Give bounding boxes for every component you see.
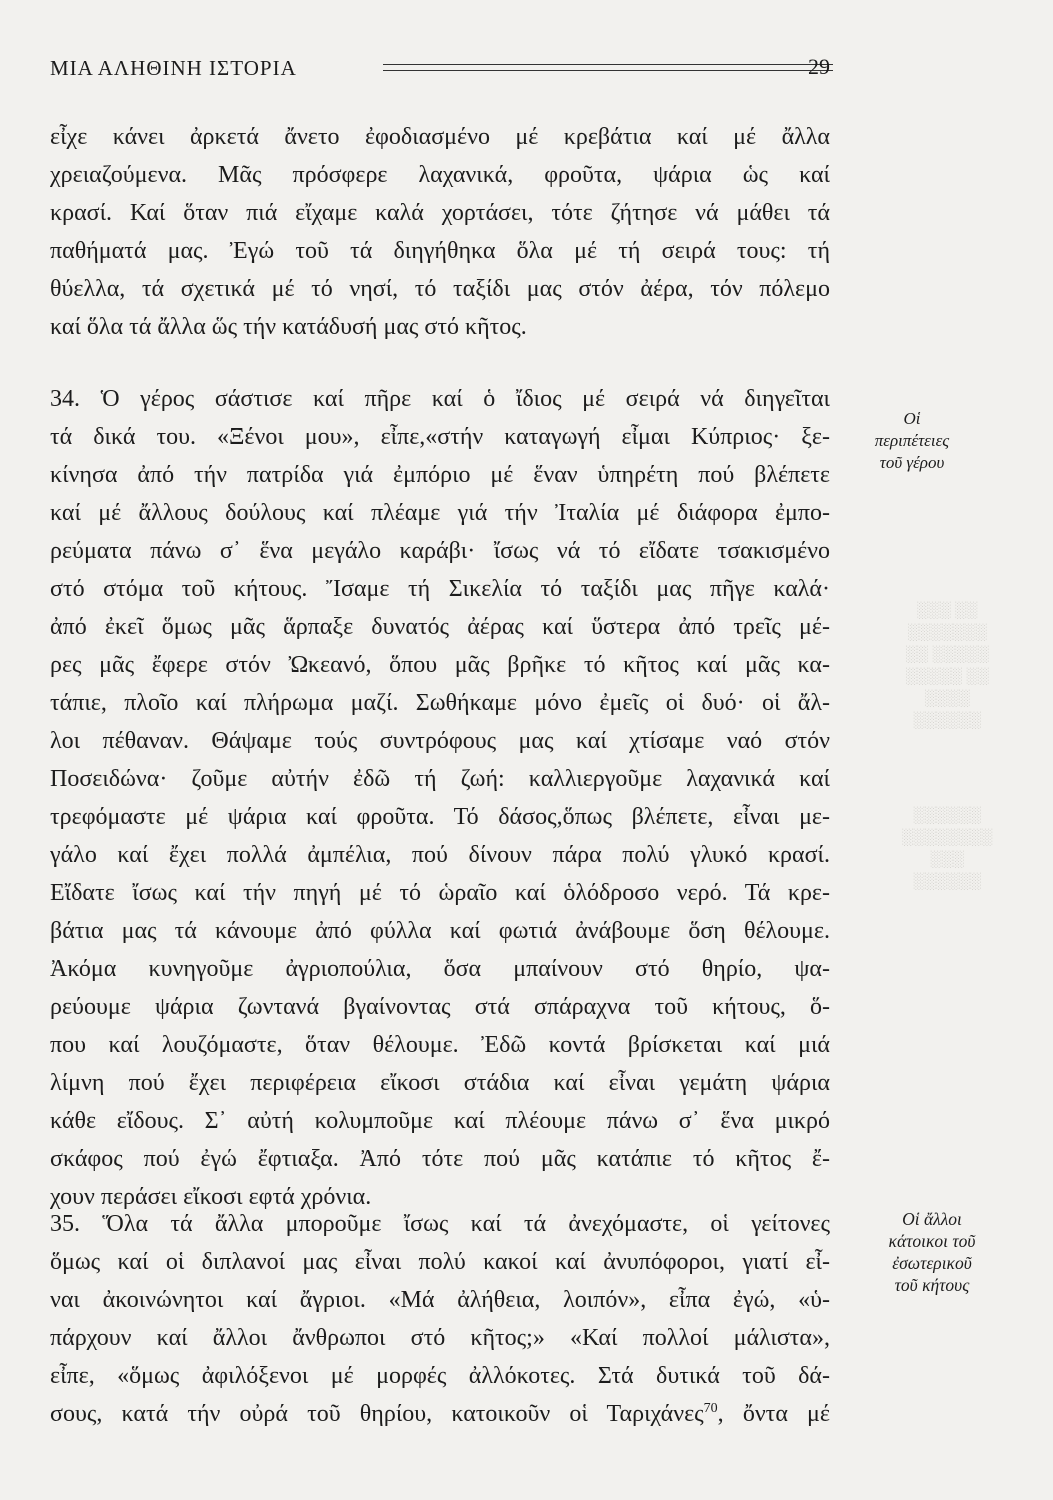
text-line: γάλο καί ἔχει πολλά ἀμπέλια, πού δίνουν πάρα πολύ γλυκό κρασί. bbox=[50, 842, 830, 868]
text-line: λοι πέθαναν. Θάψαμε τούς συντρόφους μας καί χτίσαμε ναό στόν bbox=[50, 728, 830, 754]
text-line: εἶχε κάνει ἀρκετά ἄνετο ἐφοδιασμένο μέ κρεβάτια καί μέ ἄλλα bbox=[50, 124, 830, 150]
text-line: χουν περάσει εἴκοσι εφτά χρόνια. bbox=[50, 1184, 372, 1210]
text-line: που καί λουζόμαστε, ὅταν θέλουμε. Ἐδῶ κοντά βρίσκεται καί μιά bbox=[50, 1032, 830, 1058]
text-line: τρεφόμαστε μέ ψάρια καί φροῦτα. Τό δάσος,ὅπως βλέπετε, εἶναι με- bbox=[50, 804, 830, 830]
text-line: ρεύματα πάνω σ᾽ ἕνα μεγάλο καράβι· ἴσως νά τό εἴδατε τσακισμένο bbox=[50, 538, 830, 564]
text-line: ρεύουμε ψάρια ζωντανά βγαίνοντας στά σπάραχνα τοῦ κήτους, ὅ- bbox=[50, 994, 830, 1020]
text-line: Ποσειδώνα· ζοῦμε αὐτήν ἐδῶ τή ζωή: καλλιεργοῦμε λαχανικά καί bbox=[50, 766, 830, 792]
text-line: κάθε εἴδους. Σ᾽ αὐτή κολυμποῦμε καί πλέουμε πάνω σ᾽ ἕνα μικρό bbox=[50, 1108, 830, 1134]
text-line: πάρχουν καί ἄλλοι ἄνθρωποι στό κῆτος;» «Καί πολλοί μάλιστα», bbox=[50, 1325, 830, 1351]
bleed-through-decoration: ░░░ ░░ ░░░░░░░ ░░ ░░░░░ ░░░░░ ░░ ░░░░ ░░░░░░ bbox=[905, 602, 989, 729]
text-line: κρασί. Καί ὅταν πιά εἴχαμε καλά χορτάσει, τότε ζήτησε νά μάθει τά bbox=[50, 200, 830, 226]
bleed-through-decoration: ░░░░░░ ░░░░░░░░ ░░░ ░░░░░░ bbox=[901, 807, 993, 890]
text-line: καί ὅλα τά ἄλλα ὥς τήν κατάδυσή μας στό κῆτος. bbox=[50, 314, 527, 340]
paragraph-34 bbox=[50, 380, 830, 1216]
text-line: Ἀκόμα κυνηγοῦμε ἀγριοπούλια, ὅσα μπαίνουν στό θηρίο, ψα- bbox=[50, 956, 830, 982]
page-number: 29 bbox=[808, 54, 830, 79]
text-line: χρειαζούμενα. Μᾶς πρόσφερε λαχανικά, φροῦτα, ψάρια ὡς καί bbox=[50, 162, 830, 188]
text-line: τάπιε, πλοῖο καί πλήρωμα μαζί. Σωθήκαμε μόνο ἐμεῖς οἱ δυό· οἱ ἄλ- bbox=[50, 690, 830, 716]
text-line: σκάφος πού ἐγώ ἔφτιαξα. Ἀπό τότε πού μᾶς κατάπιε τό κῆτος ἔ- bbox=[50, 1146, 830, 1172]
text-line: ναι ἀκοινώνητοι καί ἄγριοι. «Μά ἀλήθεια, λοιπόν», εἶπα ἐγώ, «ὑ- bbox=[50, 1287, 830, 1313]
header-double-rule bbox=[383, 64, 833, 71]
paragraph-35 bbox=[50, 1205, 830, 1433]
margin-note-other-inhabitants: Οἱ ἄλλοι κάτοικοι τοῦ ἐσωτερικοῦ τοῦ κήτους bbox=[888, 1209, 976, 1295]
text-line: παθήματά μας. Ἐγώ τοῦ τά διηγήθηκα ὅλα μέ τή σειρά τους: τή bbox=[50, 238, 830, 264]
running-title: ΜΙΑ ΑΛΗΘΙΝΗ ΙΣΤΟΡΙΑ bbox=[50, 56, 297, 80]
text-segment: , ὄντα μέ bbox=[717, 1401, 830, 1427]
paragraph-1 bbox=[50, 118, 830, 346]
text-line: εἶπε, «ὅμως ἀφιλόξενοι μέ μορφές ἀλλόκοτες. Στά δυτικά τοῦ δά- bbox=[50, 1363, 830, 1389]
text-line: στό στόμα τοῦ κήτους. Ἴσαμε τή Σικελία τό ταξίδι μας πῆγε καλά· bbox=[50, 576, 830, 602]
running-header bbox=[50, 50, 830, 84]
text-line: καί μέ ἄλλους δούλους καί πλέαμε γιά τήν Ἰταλία μέ διάφορα ἐμπο- bbox=[50, 500, 830, 526]
text-line: Εἴδατε ἴσως καί τήν πηγή μέ τό ὡραῖο καί ὁλόδροσο νερό. Τά κρε- bbox=[50, 880, 830, 906]
text-line: λίμνη πού ἔχει περιφέρεια εἴκοσι στάδια καί εἶναι γεμάτη ψάρια bbox=[50, 1070, 830, 1096]
text-line: 34. Ὁ γέρος σάστισε καί πῆρε καί ὁ ἴδιος μέ σειρά νά διηγεῖται bbox=[50, 386, 830, 412]
text-line: κίνησα ἀπό τήν πατρίδα γιά ἐμπόριο μέ ἕναν ὑπηρέτη πού βλέπετε bbox=[50, 462, 830, 488]
text-line: ρες μᾶς ἔφερε στόν Ὠκεανό, ὅπου μᾶς βρῆκε τό κῆτος καί μᾶς κα- bbox=[50, 652, 830, 678]
text-line-with-footnote bbox=[50, 1395, 830, 1433]
text-line: ἀπό ἐκεῖ ὅμως μᾶς ἅρπαξε δυνατός ἀέρας καί ὕστερα ἀπό τρεῖς μέ- bbox=[50, 614, 830, 640]
footnote-marker[interactable]: 70 bbox=[703, 1401, 718, 1416]
text-line: 35. Ὅλα τά ἄλλα μποροῦμε ἴσως καί τά ἀνεχόμαστε, οἱ γείτονες bbox=[50, 1211, 830, 1237]
text-line: ὅμως καί οἱ διπλανοί μας εἶναι πολύ κακοί καί ἀνυπόφοροι, γιατί εἶ- bbox=[50, 1249, 830, 1275]
text-line: τά δικά του. «Ξένοι μου», εἶπε,«στήν καταγωγή εἶμαι Κύπριος· ξε- bbox=[50, 424, 830, 450]
text-line: βάτια μας τά κάνουμε ἀπό φύλλα καί φωτιά ἀνάβουμε ὅση θέλουμε. bbox=[50, 918, 830, 944]
margin-note-old-man-adventures: Οἱ περιπέτειες τοῦ γέρου bbox=[874, 409, 950, 472]
text-line: θύελλα, τά σχετικά μέ τό νησί, τό ταξίδι μας στόν ἀέρα, τόν πόλεμο bbox=[50, 276, 830, 302]
text-segment: σους, κατά τήν οὐρά τοῦ θηρίου, κατοικοῦν οἱ Ταριχάνες bbox=[50, 1401, 704, 1427]
